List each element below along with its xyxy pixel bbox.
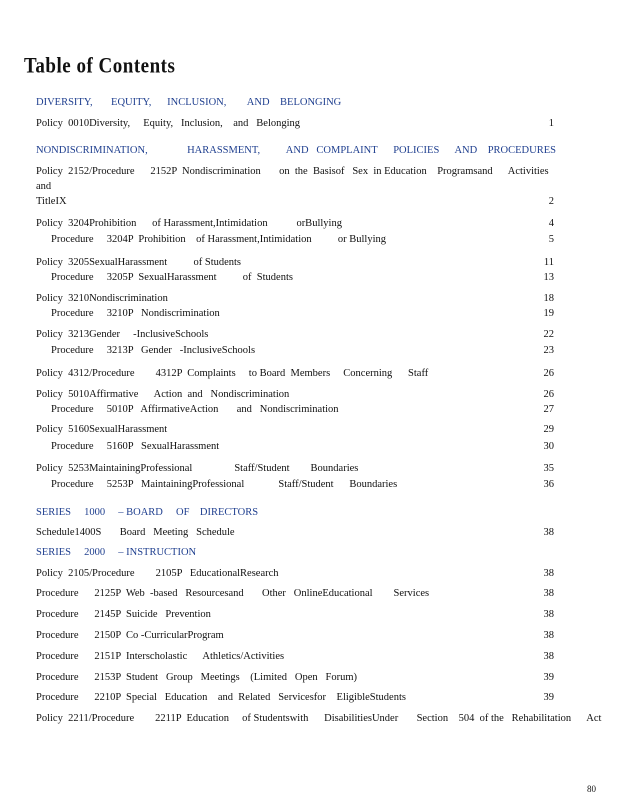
toc-entry-text: Policy 5010Affirmative Action and Nondiscrimination (36, 389, 290, 400)
toc-entry-text: Procedure 2153P Student Group Meetings (Limited Open Forum) (36, 672, 357, 683)
toc-entry (36, 423, 618, 437)
toc-entry (36, 165, 618, 179)
toc-entry-text: Procedure 3205P SexualHarassment of Students (51, 272, 293, 283)
toc-entry (36, 691, 618, 705)
toc-entry (36, 671, 618, 685)
toc-entry (36, 195, 618, 209)
toc-entry (36, 462, 618, 476)
toc-entry-text: Policy 2211/Procedure 2211P Education of Studentswith DisabilitiesUnder Section 504 of the Rehabilitation Act (36, 713, 602, 724)
toc-entry-page: 30 (543, 441, 554, 452)
toc-entry (36, 712, 618, 726)
toc-entry (36, 440, 618, 454)
toc-entry-text: NONDISCRIMINATION, HARASSMENT, AND COMPLAINT POLICIES AND PROCEDURES (36, 145, 556, 156)
toc-entry-text: Policy 2105/Procedure 2105P EducationalResearch (36, 568, 279, 579)
toc-entry-page: 26 (543, 389, 554, 400)
toc-entry-text: and (36, 181, 52, 192)
toc-entry-page: 5 (548, 234, 554, 245)
toc-entry-page: 23 (543, 345, 554, 356)
toc-entry-page: 19 (543, 308, 554, 319)
toc-entry (36, 271, 618, 285)
toc-entry-text: Procedure 5010P AffirmativeAction and Nondiscrimination (51, 404, 339, 415)
toc-entry-page: 39 (543, 672, 554, 683)
toc-entry-page: 38 (543, 568, 554, 579)
toc-entry-text: Schedule1400S Board Meeting Schedule (36, 527, 235, 538)
toc-entry-page: 38 (543, 588, 554, 599)
toc-entry-text: Policy 5253MaintainingProfessional Staff/Student Boundaries (36, 463, 359, 474)
toc-entry (36, 307, 618, 321)
toc-entry (36, 650, 618, 664)
toc-entry (36, 233, 618, 247)
toc-title: Table of Contents (24, 54, 176, 79)
toc-entry-text: Procedure 2150P Co -CurricularProgram (36, 630, 224, 641)
toc-entry (36, 526, 618, 540)
toc-entry (36, 180, 618, 194)
toc-entry (36, 388, 618, 402)
toc-section-heading (36, 506, 618, 520)
toc-entry-text: SERIES 2000 – INSTRUCTION (36, 547, 197, 558)
toc-entry-text: Procedure 2145P Suicide Prevention (36, 609, 211, 620)
toc-entry-page: 35 (543, 463, 554, 474)
toc-entry-text: Policy 3210Nondiscrimination (36, 293, 168, 304)
toc-entry-text: DIVERSITY, EQUITY, INCLUSION, AND BELONGING (36, 97, 342, 108)
toc-entry-page: 38 (543, 609, 554, 620)
toc-entry-page: 38 (543, 527, 554, 538)
toc-entry (36, 629, 618, 643)
toc-entry-text: Policy 4312/Procedure 4312P Complaints to Board Members Concerning Staff (36, 368, 429, 379)
toc-entry-text: Procedure 2125P Web -based Resourcesand Other OnlineEducational Services (36, 588, 430, 599)
toc-entry-page: 13 (543, 272, 554, 283)
toc-section-heading (36, 96, 618, 110)
toc-entry (36, 587, 618, 601)
toc-entry-text: Policy 3204Prohibition of Harassment,Intimidation orBullying (36, 218, 342, 229)
toc-entry (36, 328, 618, 342)
toc-entry-text: Procedure 3204P Prohibition of Harassment,Intimidation or Bullying (51, 234, 386, 245)
toc-entry-page: 36 (543, 479, 554, 490)
toc-entry-page: 29 (543, 424, 554, 435)
toc-entry-text: Procedure 2210P Special Education and Related Servicesfor EligibleStudents (36, 692, 406, 703)
toc-entry (36, 367, 618, 381)
page-number: 80 (587, 784, 596, 794)
toc-entry-text: SERIES 1000 – BOARD OF DIRECTORS (36, 507, 259, 518)
toc-entry-page: 38 (543, 651, 554, 662)
toc-entry-text: Policy 3205SexualHarassment of Students (36, 257, 242, 268)
toc-entry (36, 344, 618, 358)
toc-entry-page: 4 (548, 218, 554, 229)
toc-entry (36, 608, 618, 622)
toc-entry (36, 478, 618, 492)
toc-entry-text: Procedure 5253P MaintainingProfessional Staff/Student Boundaries (51, 479, 398, 490)
toc-entry (36, 292, 618, 306)
toc-entry (36, 217, 618, 231)
toc-entry-text: TitleIX (36, 196, 67, 207)
toc-entry-text: Policy 2152/Procedure 2152P Nondiscrimination on the Basisof Sex in Education Programsand Activities (36, 166, 549, 177)
toc-entry-page: 39 (543, 692, 554, 703)
toc-entry-page: 27 (543, 404, 554, 415)
toc-entry-text: Policy 3213Gender -InclusiveSchools (36, 329, 209, 340)
toc-section-heading (36, 144, 618, 158)
toc-section-heading (36, 546, 618, 560)
toc-entry-text: Policy 0010Diversity, Equity, Inclusion, and Belonging (36, 118, 301, 129)
toc-entry-page: 26 (543, 368, 554, 379)
toc-entry-page: 18 (543, 293, 554, 304)
toc-entry-page: 11 (543, 257, 554, 268)
toc-entry (36, 117, 618, 131)
toc-entry-text: Procedure 5160P SexualHarassment (51, 441, 220, 452)
toc-entry-text: Procedure 3213P Gender -InclusiveSchools (51, 345, 256, 356)
toc-entry (36, 403, 618, 417)
toc-entry (36, 256, 618, 270)
toc-entry-text: Procedure 2151P Interscholastic Athletics/Activities (36, 651, 285, 662)
toc-entry-page: 38 (543, 630, 554, 641)
toc-entry-text: Procedure 3210P Nondiscrimination (51, 308, 220, 319)
toc-entry-page: 2 (548, 196, 554, 207)
toc-entry-text: Policy 5160SexualHarassment (36, 424, 168, 435)
toc-entry (36, 567, 618, 581)
toc-entry-page: 22 (543, 329, 554, 340)
toc-entry-page: 1 (548, 118, 554, 129)
